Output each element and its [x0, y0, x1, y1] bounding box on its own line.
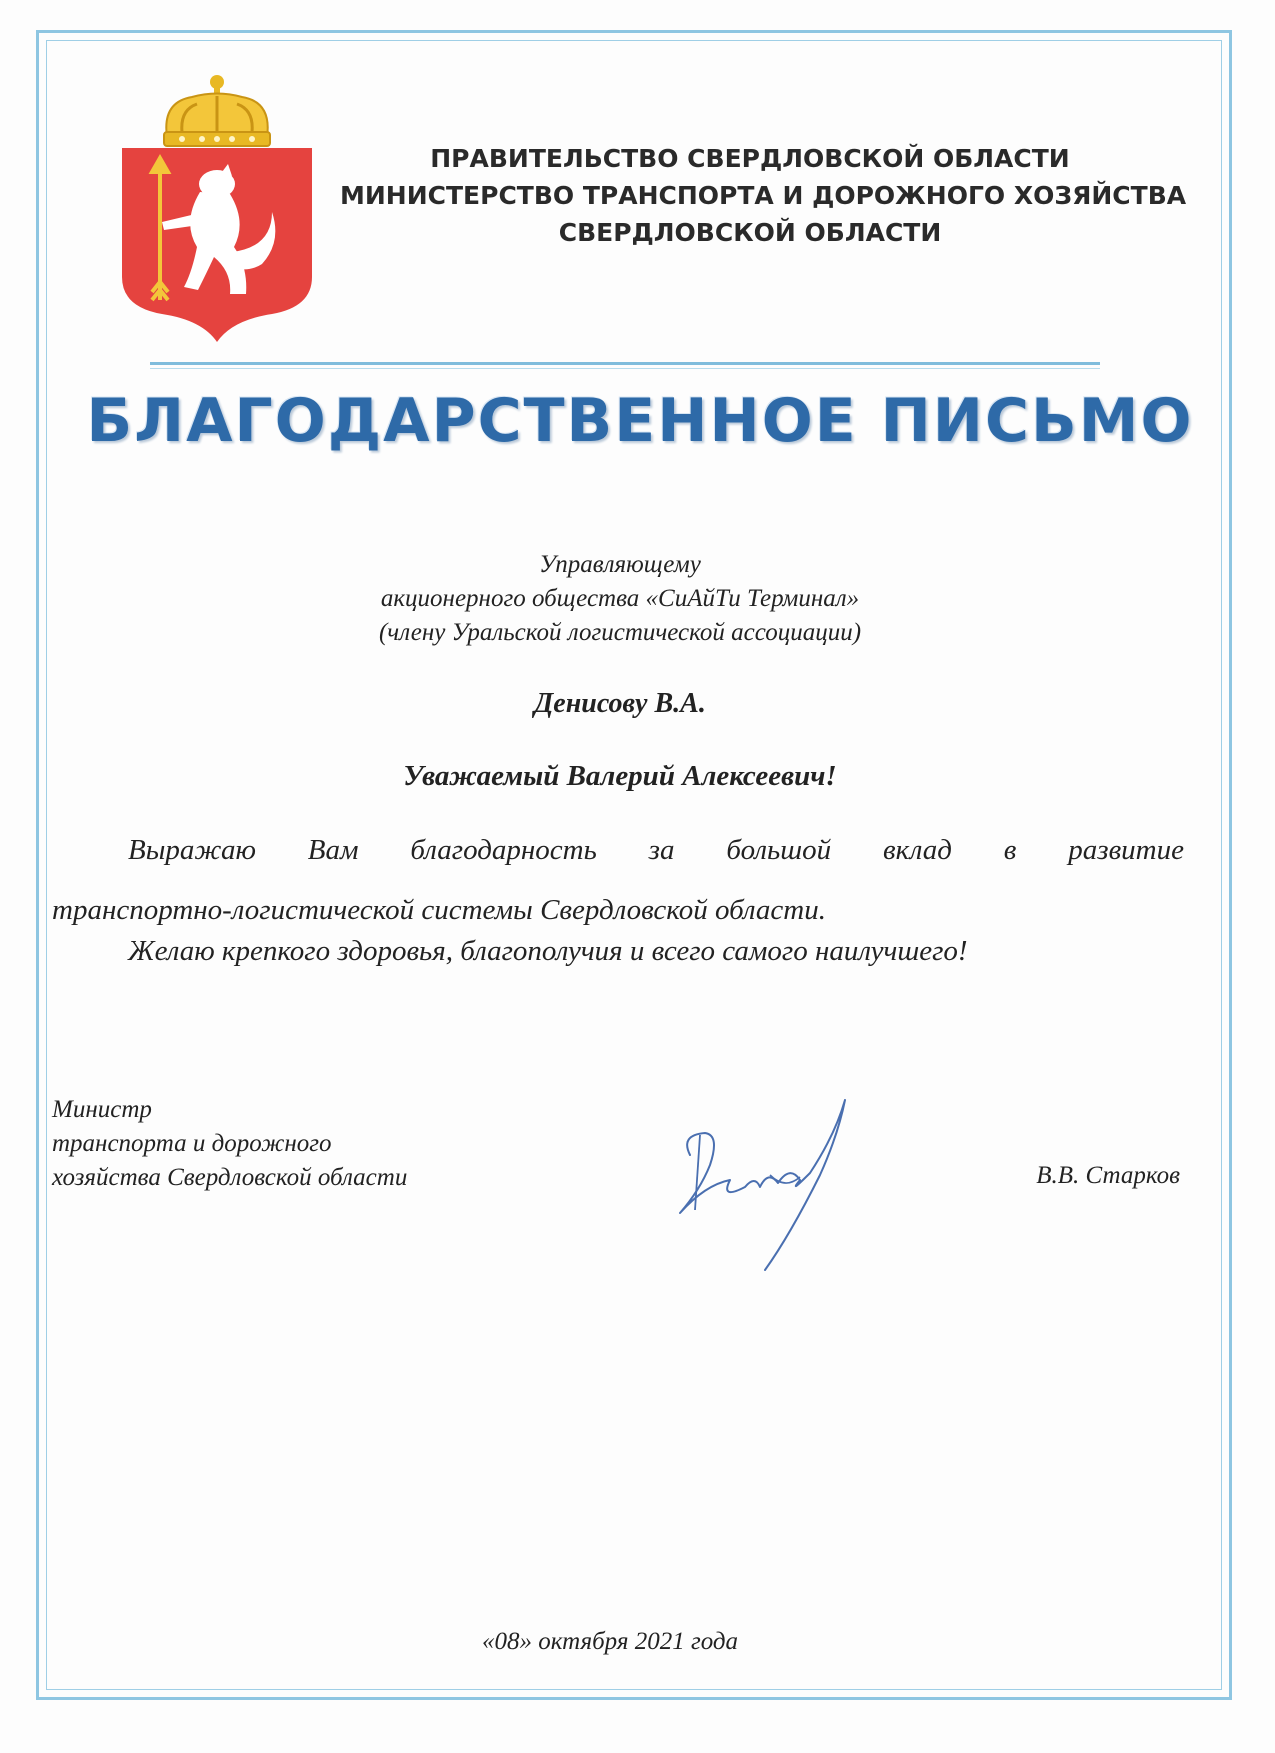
- crown-icon: [164, 75, 270, 146]
- header-line-region: СВЕРДЛОВСКОЙ ОБЛАСТИ: [558, 218, 942, 247]
- signatory-name: В.В. Старков: [1036, 1162, 1180, 1189]
- issuer-header: [340, 140, 1187, 251]
- recipient-name: Денисову В.А.: [534, 688, 706, 719]
- greeting: Уважаемый Валерий Алексеевич!: [403, 760, 837, 792]
- signatory-position-line2: транспорта и дорожного: [52, 1130, 332, 1157]
- signatory-position-line1: Министр: [52, 1096, 152, 1123]
- addressee-block: [200, 548, 1040, 650]
- signatory-position-line3: хозяйства Свердловской области: [52, 1164, 408, 1191]
- header-line-ministry: МИНИСТЕРСТВО ТРАНСПОРТА И ДОРОЖНОГО ХОЗЯЙСТВА: [340, 181, 1187, 210]
- body-paragraph-gratitude-line2: транспортно-логистической системы Свердловской области.: [52, 894, 826, 926]
- header-divider: [150, 362, 1100, 365]
- handwritten-signature-icon: [660, 1095, 860, 1275]
- header-line-government: ПРАВИТЕЛЬСТВО СВЕРДЛОВСКОЙ ОБЛАСТИ: [430, 144, 1070, 173]
- document-title: БЛАГОДАРСТВЕННОЕ ПИСЬМО: [86, 386, 1194, 456]
- signatory-position: [52, 1093, 572, 1195]
- body-paragraph-wishes: Желаю крепкого здоровья, благополучия и всего самого наилучшего!: [128, 935, 968, 967]
- document-date: «08» октября 2021 года: [481, 1628, 739, 1655]
- body-paragraph-gratitude-line1: Выражаю Вам благодарность за большой вклад в развитие: [128, 834, 1184, 866]
- addressee-position: Управляющему: [539, 551, 701, 578]
- header-divider-thin: [150, 368, 1100, 369]
- addressee-membership: (члену Уральской логистической ассоциации): [378, 619, 862, 646]
- addressee-company: акционерного общества «СиАйТи Терминал»: [380, 585, 860, 612]
- body-paragraph-gratitude: [52, 820, 1184, 940]
- coat-of-arms-icon: [122, 72, 312, 347]
